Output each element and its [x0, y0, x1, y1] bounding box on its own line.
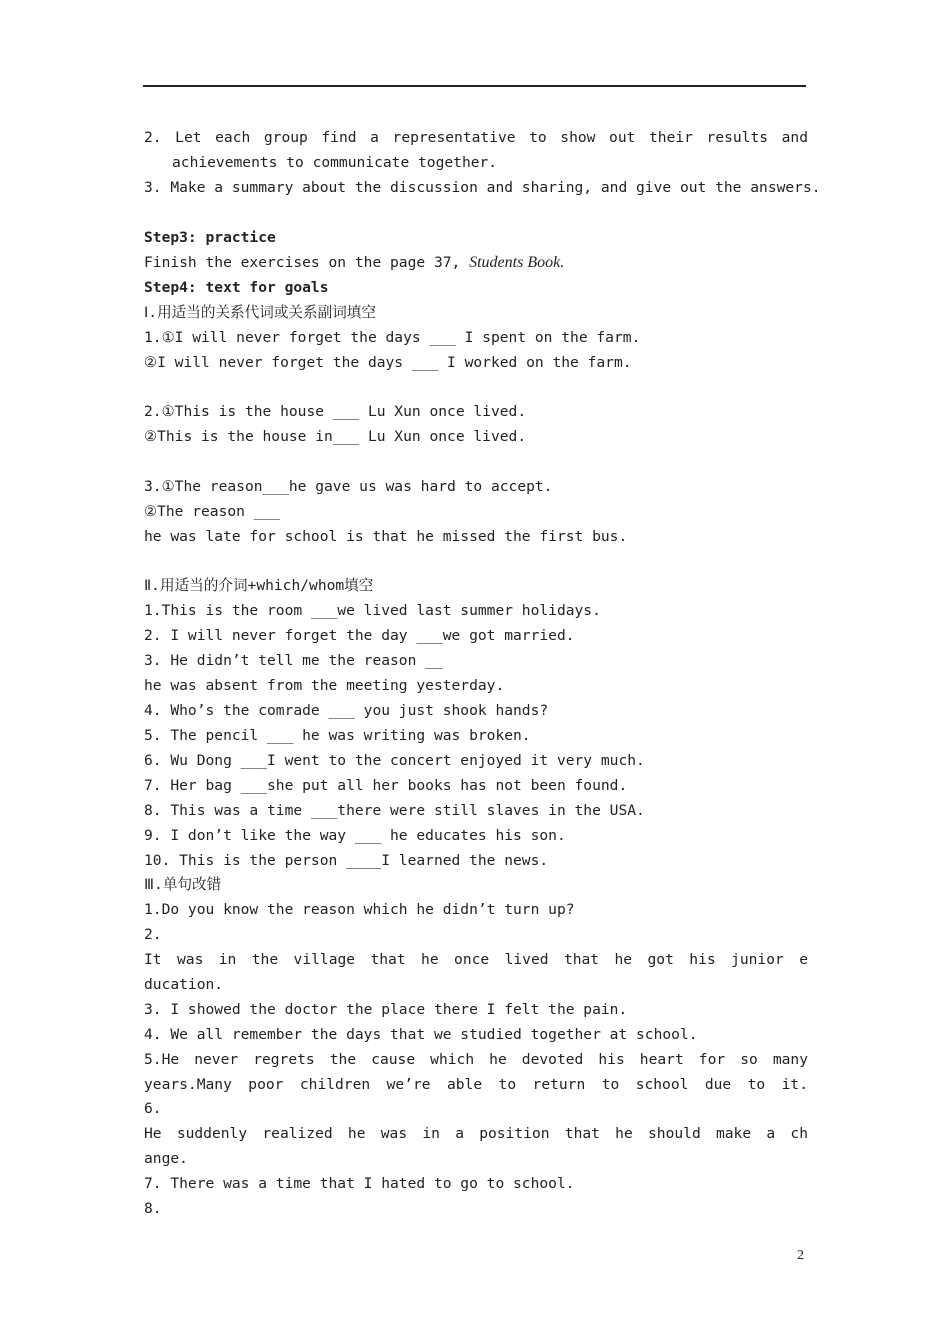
- text-line: [144, 875, 808, 895]
- page-number: 2: [797, 1248, 804, 1263]
- line-text: 5. The pencil ___ he was writing was broken.: [144, 727, 531, 744]
- line-text: 5.He never regrets the cause which he devoted his heart for so many: [144, 1051, 808, 1068]
- text-line: [144, 527, 808, 547]
- text-line: [144, 128, 808, 148]
- text-line: [144, 626, 808, 646]
- text-line: [144, 576, 808, 596]
- line-text: 2. I will never forget the day ___we got married.: [144, 627, 575, 644]
- text-line: [144, 601, 808, 621]
- line-text: ②The reason ___: [144, 503, 281, 520]
- text-line: [144, 751, 808, 771]
- line-text: Step4: text for goals: [144, 279, 329, 296]
- header-rule: [143, 85, 806, 87]
- line-text: 3.①The reason___he gave us was hard to accept.: [144, 478, 553, 495]
- line-text: Ⅲ.单句改错: [144, 876, 222, 893]
- text-line: [144, 851, 808, 871]
- text-line: [144, 701, 808, 721]
- text-line: [144, 253, 808, 273]
- line-text: 4. Who’s the comrade ___ you just shook hands?: [144, 702, 549, 719]
- text-line: [144, 1199, 808, 1219]
- text-line: [144, 1124, 808, 1144]
- text-line: [144, 801, 808, 821]
- line-text: Ⅱ.用适当的介词+which/whom填空: [144, 577, 374, 594]
- book-title: Students Book.: [469, 254, 565, 271]
- text-line: [144, 1025, 808, 1045]
- line-text: 3. Make a summary about the discussion and sharing, and give out the answers.: [144, 179, 821, 196]
- line-text: 7. Her bag ___she put all her books has not been found.: [144, 777, 628, 794]
- text-line: [144, 353, 808, 373]
- text-line: [144, 1099, 808, 1119]
- text-line: [144, 925, 808, 945]
- line-text: 8. This was a time ___there were still slaves in the USA.: [144, 802, 645, 819]
- line-text: 7. There was a time that I hated to go to school.: [144, 1175, 575, 1192]
- line-text: 2. Let each group find a representative to show out their results and: [144, 129, 808, 146]
- text-line: [144, 950, 808, 970]
- line-text: 2.: [144, 926, 162, 943]
- line-text: He suddenly realized he was in a position that he should make a ch: [144, 1125, 808, 1142]
- line-text: 4. We all remember the days that we studied together at school.: [144, 1026, 698, 1043]
- text-line: [144, 826, 808, 846]
- line-text: he was absent from the meeting yesterday.: [144, 677, 505, 694]
- line-text: 1.Do you know the reason which he didn’t turn up?: [144, 901, 575, 918]
- text-line: [144, 178, 821, 198]
- line-text: 1.①I will never forget the days ___ I spent on the farm.: [144, 329, 641, 346]
- line-text: It was in the village that he once lived that he got his junior e: [144, 951, 808, 968]
- line-text: 8.: [144, 1200, 162, 1217]
- text-line: [144, 726, 808, 746]
- text-line: [144, 1075, 808, 1095]
- text-line: [144, 676, 808, 696]
- line-text: years.Many poor children we’re able to return to school due to it.: [144, 1076, 808, 1093]
- line-text: 9. I don’t like the way ___ he educates his son.: [144, 827, 566, 844]
- text-line: [144, 651, 808, 671]
- text-line: [172, 153, 808, 173]
- line-text: Finish the exercises on the page 37,: [144, 254, 470, 271]
- line-text: 1.This is the room ___we lived last summer holidays.: [144, 602, 601, 619]
- text-line: [144, 1149, 808, 1169]
- line-text: Ⅰ.用适当的关系代词或关系副词填空: [144, 304, 376, 321]
- line-text: 6. Wu Dong ___I went to the concert enjoyed it very much.: [144, 752, 645, 769]
- text-line: [144, 328, 808, 348]
- text-line: [144, 1174, 808, 1194]
- text-line: [144, 900, 808, 920]
- text-line: [144, 427, 808, 447]
- text-line: [144, 975, 808, 995]
- section-heading: [144, 278, 808, 298]
- text-line: [144, 1000, 808, 1020]
- line-text: 2.①This is the house ___ Lu Xun once lived.: [144, 403, 527, 420]
- text-line: [144, 303, 808, 323]
- line-text: 3. I showed the doctor the place there I felt the pain.: [144, 1001, 628, 1018]
- line-text: 6.: [144, 1100, 162, 1117]
- line-text: 3. He didn’t tell me the reason __: [144, 652, 443, 669]
- line-text: achievements to communicate together.: [172, 154, 498, 171]
- line-text: Step3: practice: [144, 229, 276, 246]
- line-text: 10. This is the person ____I learned the news.: [144, 852, 549, 869]
- line-text: ange.: [144, 1150, 188, 1167]
- text-line: [144, 502, 808, 522]
- line-text: he was late for school is that he missed the first bus.: [144, 528, 628, 545]
- text-line: [144, 1050, 808, 1070]
- line-text: ②I will never forget the days ___ I worked on the farm.: [144, 354, 632, 371]
- text-line: [144, 776, 808, 796]
- text-line: [144, 477, 808, 497]
- line-text: ②This is the house in___ Lu Xun once lived.: [144, 428, 527, 445]
- text-line: [144, 402, 808, 422]
- line-text: ducation.: [144, 976, 224, 993]
- section-heading: [144, 228, 808, 248]
